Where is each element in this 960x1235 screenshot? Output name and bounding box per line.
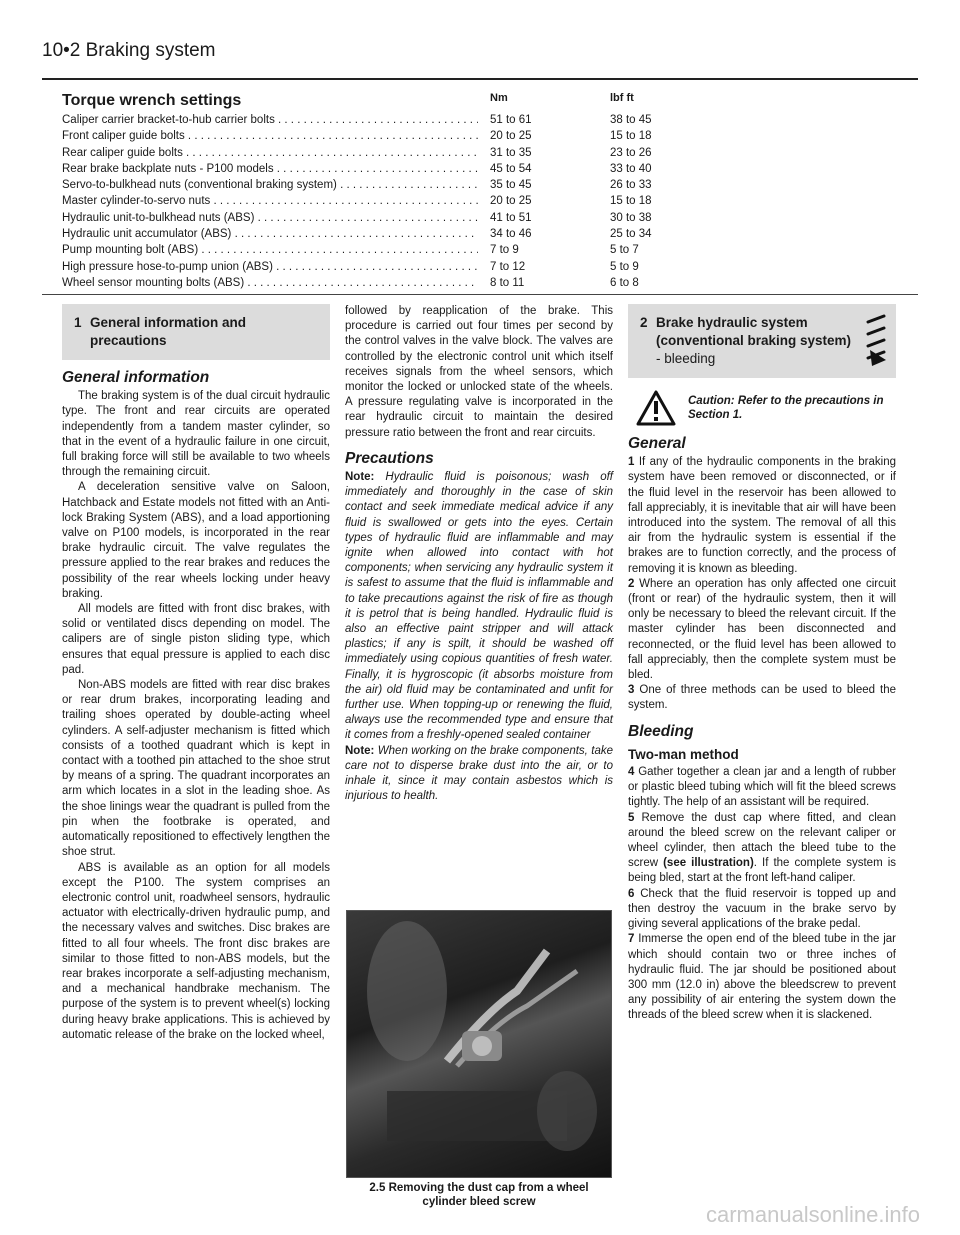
torque-row-lbf: 15 to 18 (610, 130, 652, 143)
torque-row-label: Rear brake backplate nuts - P100 models . . . (62, 163, 478, 175)
para-2-3-num: 3 (628, 684, 635, 697)
note-2-text: When working on the brake components, take care not to disperse brake dust into the air, or to inhale it, since it may contain asbestos which is injurious to health. (345, 744, 613, 803)
note-1-label: Note: (345, 471, 375, 484)
para-2-1 (628, 455, 896, 577)
torque-row (62, 130, 882, 146)
torque-row-nm: 41 to 51 (490, 211, 532, 224)
subhead-two-man-method: Two-man method (628, 746, 739, 762)
para-2-5-text-a: Remove the dust cap where fitted, and clean around the bleed screw on the relevant caliper or wheel cylinder, then attach the bleed tube to the screw (628, 811, 896, 870)
torque-row-lbf: 5 to 7 (610, 244, 639, 257)
note-2 (345, 744, 613, 805)
torque-table (62, 92, 882, 293)
torque-row-label: Hydraulic unit-to-bulkhead nuts (ABS) . . . (62, 212, 478, 224)
para-2-6 (628, 887, 896, 933)
caution-block (628, 390, 896, 426)
difficulty-wrench-icon (864, 312, 890, 368)
note-2-label: Note: (345, 744, 375, 757)
torque-row-label: Front caliper guide bolts . . . (62, 130, 478, 142)
section-2-number: 2 (640, 315, 648, 330)
section-1-heading (62, 304, 330, 360)
torque-row-lbf: 5 to 9 (610, 260, 639, 273)
torque-row-nm: 7 to 9 (490, 244, 519, 257)
torque-title: Torque wrench settings (62, 92, 242, 109)
torque-row-nm: 34 to 46 (490, 228, 532, 241)
subhead-general-information: General information (62, 369, 210, 386)
section-1-number: 1 (74, 315, 82, 330)
section-2-title-line3: - bleeding (656, 351, 716, 366)
torque-row (62, 244, 882, 260)
para-2-3 (628, 683, 896, 713)
subhead-bleeding: Bleeding (628, 722, 694, 740)
page-header: 10•2 Braking system (42, 40, 216, 61)
torque-row-lbf: 23 to 26 (610, 146, 652, 159)
para-1-2: A deceleration sensitive valve on Saloon, Hatchback and Estate models not fitted with an Anti-lock Braking System (ABS), and a load apportioning valve on P100 models, is incorporated in the rear brake hydraulic circuit. The valve regulates the pressure applied to the rear brakes and reduces the possibility of the rear wheels locking under heavy braking. (62, 481, 330, 600)
torque-row-nm: 35 to 45 (490, 179, 532, 192)
torque-row-lbf: 38 to 45 (610, 114, 652, 126)
torque-row-lbf: 30 to 38 (610, 211, 652, 224)
torque-row (62, 212, 882, 228)
torque-row-nm: 20 to 25 (490, 130, 532, 143)
section-2-title-line2: (conventional braking system) (656, 333, 852, 348)
torque-rows (62, 114, 882, 293)
torque-row-nm: 20 to 25 (490, 195, 532, 208)
torque-row-nm: 51 to 61 (490, 114, 532, 126)
section-1-title-line2: precautions (90, 333, 167, 348)
torque-row-label: Servo-to-bulkhead nuts (conventional braking system) . . . (62, 179, 478, 191)
column-3 (628, 304, 896, 1024)
para-2-1-text: If any of the hydraulic components in the braking system have been removed or disconnected, or if the fluid level in the reservoir has been allowed to fall appreciably, it is inevitable that air will have been introduced into the system. The removal of all this air from the hydraulic system is essential if the brakes are to function correctly, and the process of removing it is known as bleeding. (628, 456, 896, 575)
para-2-2-text: Where an operation has only affected one circuit (front or rear) of the hydraulic system, then it will only be necessary to bleed the relevant circuit. If the master cylinder has been disconnected and reconnected, or the fluid level has been allowed to fall appreciably, then the complete system must be bled. (628, 577, 896, 682)
para-2-6-num: 6 (628, 887, 635, 900)
torque-row-lbf: 6 to 8 (610, 276, 639, 289)
para-2-7 (628, 932, 896, 1023)
subhead-precautions: Precautions (345, 449, 434, 467)
warning-triangle-icon (636, 390, 676, 426)
torque-row-nm: 31 to 35 (490, 146, 532, 159)
torque-rule (42, 294, 918, 295)
torque-row-nm: 7 to 12 (490, 260, 526, 273)
section-2-heading (628, 304, 896, 378)
torque-row-label: Rear caliper guide bolts . . . (62, 147, 478, 159)
torque-row-label: Hydraulic unit accumulator (ABS) . . . (62, 228, 478, 240)
note-1 (345, 470, 613, 744)
torque-row-lbf: 26 to 33 (610, 179, 652, 192)
para-1-5: ABS is available as an option for all models except the P100. The system comprises an electronic control unit, roadwheel sensors, hydraulic actuator with electrically-driven hydraulic pump, and the necessary valves and switches. Disc brakes are fitted to all four wheels. The front disc brakes are similar to those fitted to non-ABS models, but the rear brakes incorporate a self-adjusting mechanism, and a mechanical handbrake mechanism. The purpose of the system is to prevent wheel(s) locking during heavy brake applications. This is achieved by automatic release of the brake on the locked wheel, (62, 861, 330, 1041)
para-2-2 (628, 577, 896, 683)
torque-row-lbf: 15 to 18 (610, 195, 652, 208)
note-1-text: Hydraulic fluid is poisonous; wash off immediately and thoroughly in the case of skin contact and seek immediate medical advice if any fluid is swallowed or gets into the eyes. Certain types of hydraulic fluid are inflammable and may ignite when allowed into contact with hot components; when servicing any hydraulic system it is safest to assume that the fluid is inflammable and to take precautions against the risk of fire as though it is petrol that is being handled. Hydraulic fluid is also an effective paint stripper and will attack plastics; if any is spilt, it should be washed off immediately using copious quantities of fresh water. Finally, it is hygroscopic (it absorbs moisture from the air) old fluid may be contaminated and unfit for further use. When topping-up or renewing the fluid, always use the recommended type and ensure that it comes from a freshly-opened sealed container (345, 471, 613, 742)
col-nm-header: Nm (490, 92, 508, 104)
see-illustration-ref: (see illustration) (663, 857, 754, 870)
caution-text: Caution: Refer to the precautions in Section 1. (688, 395, 884, 421)
section-2-title-line1: Brake hydraulic system (656, 315, 808, 330)
watermark: carmanualsonline.info (705, 1202, 920, 1227)
header-rule (42, 78, 918, 80)
torque-row-label: Caliper carrier bracket-to-hub carrier bolts . . . (62, 114, 478, 126)
column-1 (62, 304, 330, 1043)
torque-row (62, 163, 882, 179)
torque-row-lbf: 33 to 40 (610, 162, 652, 175)
torque-row-lbf: 25 to 34 (610, 228, 652, 241)
para-2-7-text: Immerse the open end of the bleed tube in the jar which should contain two or three inches of hydraulic fluid. The jar should be positioned about 300 mm (12.0 in) above the bleedscrew to prevent any possibility of air entering the system down the threads of the bleed screw when it is slackened. (628, 933, 897, 1022)
para-2-4-num: 4 (628, 766, 635, 779)
section-1-title-line1: General information and (90, 315, 247, 330)
para-2-3-text: One of three methods can be used to bleed the system. (628, 684, 896, 712)
torque-row-nm: 45 to 54 (490, 162, 532, 175)
para-2-4-text: Gather together a clean jar and a length of rubber or plastic bleed tubing which will fit the bleed screws tightly. The help of an assistant will be required. (628, 766, 896, 809)
torque-row (62, 195, 882, 211)
torque-row-label: Master cylinder-to-servo nuts . . . (62, 195, 478, 207)
torque-row (62, 261, 882, 277)
torque-row-nm: 8 to 11 (490, 276, 525, 289)
para-2-7-num: 7 (628, 933, 635, 946)
subhead-general: General (628, 435, 686, 452)
para-2-2-num: 2 (628, 577, 635, 590)
photo-illustration (347, 911, 611, 1177)
para-2-5-num: 5 (628, 811, 635, 824)
torque-row (62, 228, 882, 244)
para-2-5-text-b: . If the complete system is being bled, start at the front left-hand caliper. (628, 857, 897, 885)
col-lbf-header: lbf ft (610, 92, 634, 104)
torque-row-label: Wheel sensor mounting bolts (ABS) . . . (62, 277, 478, 289)
para-1-4: Non-ABS models are fitted with rear disc brakes or rear drum brakes, incorporating leading and trailing shoes operated by double-acting wheel cylinders. A self-adjuster mechanism is fitted which consists of a toothed quadrant which is kept in contact with a toothed pin attached to the shoe strut by means of a spring. The quadrant incorporates an arm which locates in a slot in the leading shoe. As the shoe linings wear the quadrant is pulled from the pin when the footbrake is operated, and automatically repositioned to effectively lengthen the shoe strut. (62, 679, 330, 859)
para-1-1: The braking system is of the dual circuit hydraulic type. The front and rear circuits are operated independently from a tandem master cylinder, so that in the event of a hydraulic failure in one circuit, full braking force will still be available to two wheels through the remaining circuit. (62, 390, 330, 479)
torque-row (62, 179, 882, 195)
torque-row-label: High pressure hose-to-pump union (ABS) . . . (62, 261, 478, 273)
torque-row (62, 147, 882, 163)
figure-caption: 2.5 Removing the dust cap from a wheel cylinder bleed screw (369, 1182, 589, 1208)
para-2-4 (628, 765, 896, 811)
para-2-1-num: 1 (628, 456, 635, 469)
para-1-5-cont: followed by reapplication of the brake. This procedure is carried out four times per second by the control valves in the valve block. The valves are controlled by the electronic control unit which itself receives signals from the wheel sensors, which monitor the locked or unlocked state of the wheels. A pressure regulating valve is incorporated in the rear hydraulic circuit to maintain the desired pressure ratio between the front and rear circuits. (345, 305, 613, 439)
column-2 (345, 304, 613, 805)
torque-row (62, 277, 882, 293)
para-2-5 (628, 811, 896, 887)
para-2-6-text: Check that the fluid reservoir is topped up and then destroy the vacuum in the brake servo by giving several applications of the brake pedal. (628, 887, 896, 931)
para-1-3: All models are fitted with front disc brakes, with solid or ventilated discs depending on model. The calipers are of single piston sliding type, which ensures that equal pressure is applied to each disc pad. (62, 603, 330, 676)
torque-row (62, 114, 882, 130)
torque-row-label: Pump mounting bolt (ABS) . . . (62, 244, 478, 256)
figure-dust-cap-photo (346, 910, 612, 1178)
torque-table-header (62, 92, 882, 114)
